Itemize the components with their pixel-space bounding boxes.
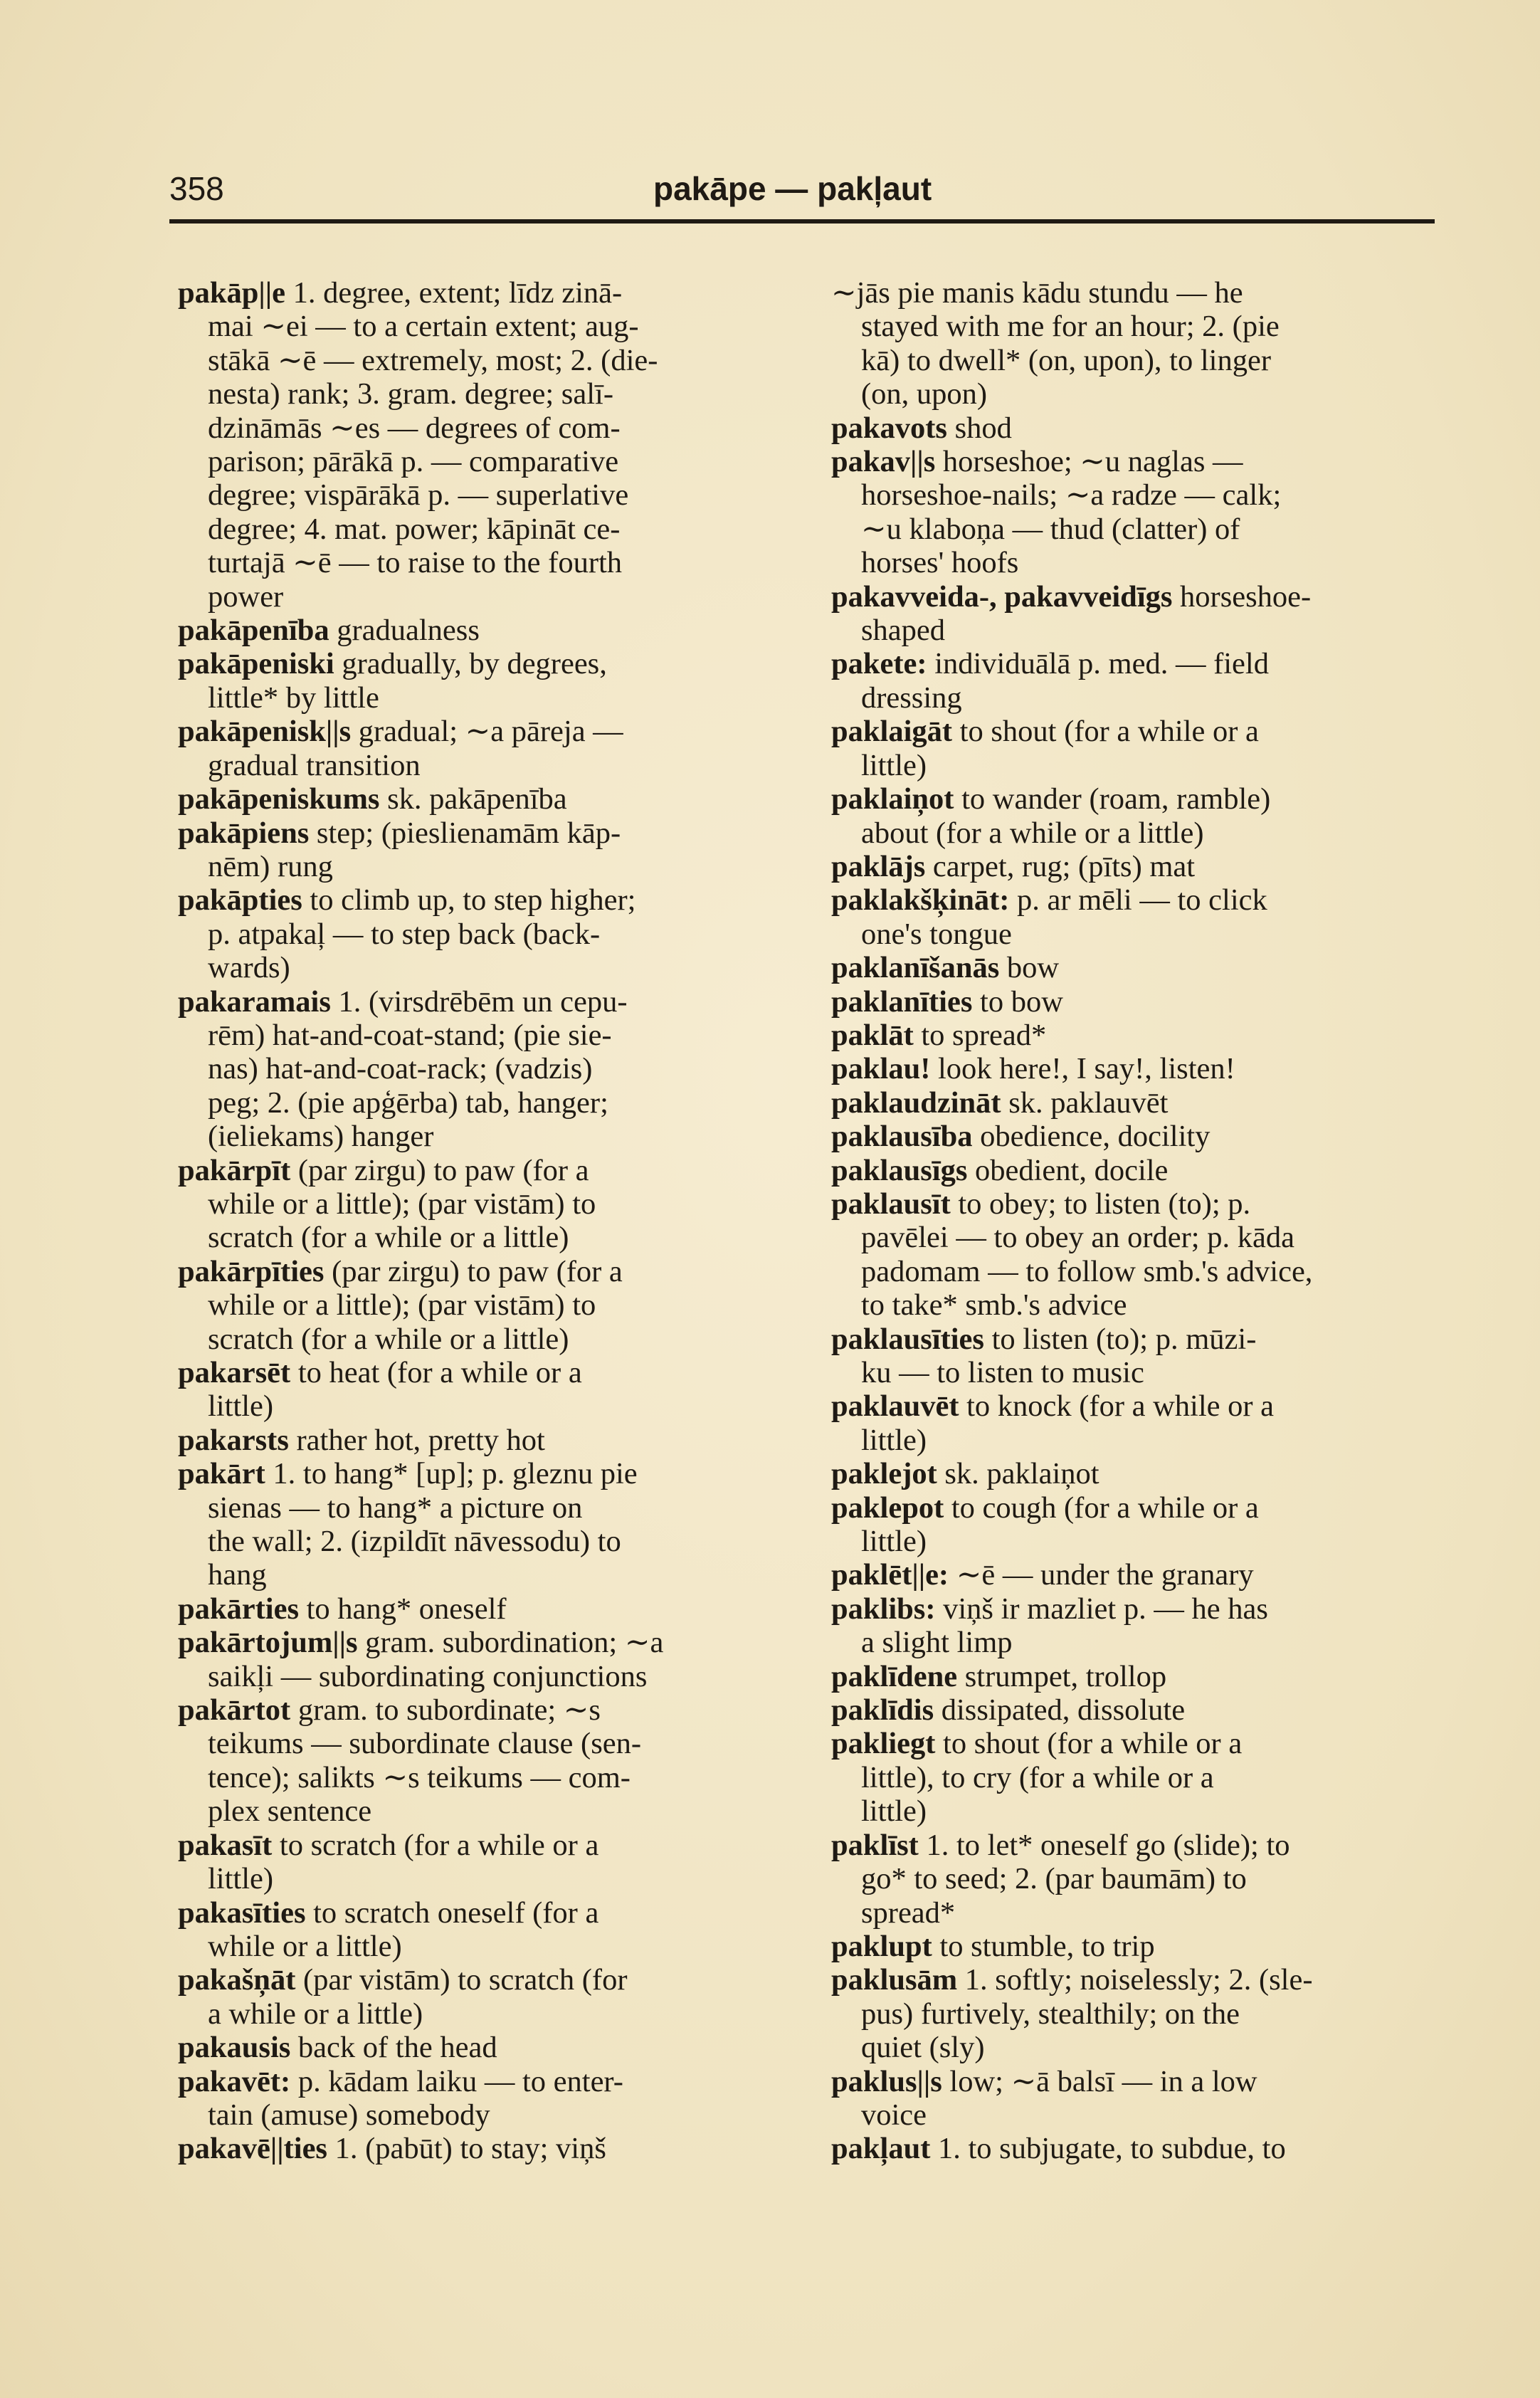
entry-headword: paklausīgs <box>831 1153 968 1187</box>
entry-headword: pakārpīt <box>178 1153 291 1187</box>
dictionary-entry <box>831 1389 1447 1457</box>
entry-headword: paklusām <box>831 1963 958 1997</box>
entry-definition: to bow <box>972 984 1063 1019</box>
entry-headword: pakāpeniski <box>178 647 334 681</box>
dictionary-entry <box>831 276 1447 411</box>
entry-definition: obedient, docile <box>967 1153 1169 1187</box>
entry-definition: 1. (pabūt) to stay; viņš <box>327 2132 606 2166</box>
dictionary-entry <box>178 715 790 782</box>
dictionary-entry <box>178 1829 790 1896</box>
dictionary-entry <box>178 1255 790 1356</box>
entry-definition: to cough (for a while or a little) <box>861 1490 1259 1559</box>
entry-headword: pakāpiens <box>178 816 310 850</box>
entry-headword: paklakšķināt: <box>831 883 1010 917</box>
dictionary-entry <box>831 1086 1447 1120</box>
entry-definition: (par vistām) to scratch (for a while or a little) <box>208 1963 628 2031</box>
entry-definition: gradualness <box>329 614 480 648</box>
entry-definition: to scratch (for a while or a little) <box>208 1828 599 1896</box>
entry-headword: pakav||s <box>831 445 936 479</box>
dictionary-entry <box>831 1592 1447 1660</box>
entry-headword: pakārt <box>178 1457 265 1491</box>
entry-definition: ∼jās pie manis kādu stundu — he stayed with me for an hour; 2. (pie kā) to dwell* (on, upon), to linger (on, upon) <box>831 276 1280 411</box>
dictionary-entry <box>178 1626 790 1693</box>
entry-definition: low; ∼ā balsī — in a low voice <box>861 2064 1257 2132</box>
entry-definition: back of the head <box>290 2031 497 2065</box>
dictionary-entry <box>178 816 790 884</box>
entry-definition: to shout (for a while or a little), to cry (for a while or a little) <box>861 1727 1243 1829</box>
entry-headword: paklāt <box>831 1018 914 1052</box>
entry-headword: pakasīt <box>178 1828 273 1862</box>
running-head: pakāpe — pakļaut <box>653 170 932 207</box>
entry-definition: to shout (for a while or a little) <box>861 715 1259 782</box>
entry-headword: pakavēt: <box>178 2064 291 2098</box>
dictionary-entry <box>831 1558 1447 1592</box>
dictionary-entry <box>178 985 790 1154</box>
entry-definition: sk. paklaiņot <box>937 1457 1099 1491</box>
dictionary-entry <box>831 1491 1447 1559</box>
entry-definition: (par zirgu) to paw (for a while or a little); (par vistām) to scratch (for a while or a little) <box>208 1254 623 1356</box>
entry-headword: pakāp||e <box>178 276 285 310</box>
entry-headword: paklauvēt <box>831 1389 959 1424</box>
entry-headword: pakavē||ties <box>178 2132 327 2166</box>
entry-definition: horseshoe; ∼u naglas — horseshoe-nails; ∼a radze — calk; ∼u klaboņa — thud (clatter) of horses' hoofs <box>861 445 1282 580</box>
entry-definition: to knock (for a while or a little) <box>861 1389 1275 1457</box>
entry-definition: to obey; to listen (to); p. pavēlei — to obey an order; p. kāda padomam — to follow smb.'s advice, to take* smb.'s advice <box>861 1187 1313 1322</box>
dictionary-entry <box>831 2065 1447 2133</box>
dictionary-entry <box>831 782 1447 850</box>
entry-headword: pakaramais <box>178 984 331 1019</box>
entry-definition: horseshoe- shaped <box>861 579 1312 648</box>
entry-headword: pakārpīties <box>178 1254 325 1288</box>
dictionary-entry <box>178 1963 790 2031</box>
dictionary-entry <box>178 782 790 816</box>
entry-headword: pakarsēt <box>178 1356 291 1389</box>
entry-definition: gradually, by degrees, little* by little <box>208 647 607 715</box>
dictionary-entry <box>831 1930 1447 1963</box>
dictionary-entry <box>178 883 790 984</box>
dictionary-entry <box>178 1592 790 1626</box>
entry-definition: 1. to subjugate, to subdue, to <box>930 2132 1286 2166</box>
dictionary-entry <box>178 1424 790 1457</box>
entry-headword: pakāpeniskums <box>178 782 380 816</box>
entry-headword: paklupt <box>831 1929 932 1963</box>
entry-headword: pakļaut <box>831 2132 931 2166</box>
dictionary-entry <box>831 1120 1447 1153</box>
entry-definition: 1. (virsdrēbēm un cepu- rēm) hat-and-coat-stand; (pie sie- nas) hat-and-coat-rack; (vadzis) peg; 2. (pie apģērba) tab, hanger; (ieliekams) hanger <box>208 984 628 1154</box>
dictionary-entry <box>831 1660 1447 1693</box>
entry-headword: pakavveida-, pakavveidīgs <box>831 579 1173 614</box>
entry-definition: p. ar mēli — to click one's tongue <box>861 883 1267 951</box>
entry-definition: obedience, docility <box>972 1120 1211 1154</box>
entry-definition: gram. subordination; ∼a saikļi — subordinating conjunctions <box>208 1626 664 1693</box>
entry-headword: paklēt||e: <box>831 1558 949 1592</box>
entry-definition: rather hot, pretty hot <box>288 1423 545 1457</box>
dictionary-entry <box>831 951 1447 984</box>
entry-headword: paklepot <box>831 1490 944 1525</box>
entry-definition: ∼ē — under the granary <box>949 1558 1254 1592</box>
dictionary-entry <box>831 850 1447 883</box>
dictionary-entry <box>831 1693 1447 1727</box>
entry-definition: gradual; ∼a pāreja — gradual transition <box>208 715 623 782</box>
entry-definition: 1. softly; noiselessly; 2. (sle- pus) furtively, stealthily; on the quiet (sly) <box>861 1963 1313 2065</box>
entry-definition: step; (pieslienamām kāp- nēm) rung <box>208 816 621 883</box>
entry-headword: paklājs <box>831 849 926 883</box>
entry-headword: paklanīties <box>831 984 973 1019</box>
entry-headword: paklibs: <box>831 1592 936 1626</box>
entry-headword: pakāpties <box>178 883 302 917</box>
right-column <box>831 276 1447 2166</box>
entry-headword: pakašņāt <box>178 1963 296 1997</box>
entry-definition: sk. pakāpenība <box>379 782 567 816</box>
dictionary-entry <box>178 2065 790 2133</box>
entry-definition: to spread* <box>913 1018 1047 1052</box>
entry-headword: pakasīties <box>178 1895 306 1930</box>
entry-headword: pakete: <box>831 647 927 681</box>
dictionary-entry <box>831 580 1447 648</box>
entry-definition: sk. paklauvēt <box>1001 1085 1169 1120</box>
entry-headword: paklaigāt <box>831 715 953 749</box>
entry-definition: (par zirgu) to paw (for a while or a little); (par vistām) to scratch (for a while or a little) <box>208 1153 596 1255</box>
entry-definition: gram. to subordinate; ∼s teikums — subordinate clause (sen- tence); salikts ∼s teikums — com- plex sentence <box>208 1693 642 1829</box>
entry-definition: bow <box>999 951 1060 985</box>
dictionary-entry <box>178 1154 790 1255</box>
entry-definition: to listen (to); p. mūzi- ku — to listen to music <box>861 1322 1257 1389</box>
dictionary-entry <box>831 1457 1447 1490</box>
entry-headword: paklausīt <box>831 1187 951 1221</box>
dictionary-entry <box>831 647 1447 715</box>
entry-headword: pakārtojum||s <box>178 1626 358 1660</box>
dictionary-entry <box>831 411 1447 445</box>
dictionary-entry <box>831 1019 1447 1052</box>
header-rule <box>169 219 1435 224</box>
entry-headword: paklausīties <box>831 1322 984 1356</box>
entry-definition: look here!, I say!, listen! <box>930 1052 1235 1086</box>
dictionary-entry <box>831 1727 1447 1828</box>
entry-headword: paklīdene <box>831 1659 958 1693</box>
entry-headword: paklaiņot <box>831 782 954 816</box>
dictionary-entry <box>178 1693 790 1829</box>
dictionary-entry <box>831 1963 1447 2064</box>
entry-definition: individuālā p. med. — field dressing <box>861 647 1269 715</box>
entry-headword: paklau! <box>831 1052 931 1086</box>
entry-headword: pakavots <box>831 411 947 445</box>
entry-headword: pakliegt <box>831 1727 936 1761</box>
dictionary-entry <box>831 715 1447 782</box>
entry-definition: 1. to hang* [up]; p. gleznu pie sienas — to hang* a picture on the wall; 2. (izpildīt nāvessodu) to hang <box>208 1457 638 1592</box>
entry-definition: carpet, rug; (pīts) mat <box>925 849 1196 883</box>
entry-headword: paklausība <box>831 1120 973 1154</box>
dictionary-entry <box>831 1052 1447 1085</box>
entry-headword: paklaudzināt <box>831 1085 1001 1120</box>
entry-headword: paklus||s <box>831 2064 942 2098</box>
entry-definition: to climb up, to step higher; p. atpakaļ — to step back (back- wards) <box>208 883 636 985</box>
dictionary-entry <box>831 985 1447 1019</box>
dictionary-entry <box>831 445 1447 580</box>
entry-definition: 1. to let* oneself go (slide); to go* to seed; 2. (par baumām) to spread* <box>861 1828 1290 1930</box>
entry-headword: pakārties <box>178 1592 299 1626</box>
dictionary-entry <box>831 1187 1447 1322</box>
dictionary-entry <box>831 883 1447 951</box>
entry-definition: 1. degree, extent; līdz zinā- mai ∼ei — to a certain extent; aug- stākā ∼ē — extremely, most; 2. (die- nesta) rank; 3. gram. degree; salī- dzināmās ∼es — degrees of com- parison; pārākā p. — comparative degree; vispārākā p. — superlative degree; 4. mat. power; kāpināt ce- turtajā ∼ē — to raise to the fourth power <box>208 276 658 614</box>
dictionary-entry <box>831 1322 1447 1390</box>
entry-headword: paklanīšanās <box>831 951 1000 985</box>
entry-definition: to wander (roam, ramble) about (for a while or a little) <box>861 782 1271 850</box>
dictionary-entry <box>178 276 790 614</box>
entry-headword: paklejot <box>831 1457 937 1491</box>
entry-definition: to stumble, to trip <box>932 1929 1155 1963</box>
dictionary-entry <box>831 2132 1447 2165</box>
entry-definition: dissipated, dissolute <box>934 1693 1186 1727</box>
dictionary-entry <box>178 2031 790 2064</box>
left-column <box>178 276 790 2166</box>
entry-headword: pakāpenisk||s <box>178 715 352 749</box>
dictionary-entry <box>178 1356 790 1424</box>
entry-definition: viņš ir mazliet p. — he has a slight limp <box>861 1592 1268 1660</box>
entry-headword: pakausis <box>178 2031 291 2065</box>
dictionary-entry <box>178 614 790 647</box>
page-number: 358 <box>169 170 224 207</box>
entry-headword: paklīdis <box>831 1693 934 1727</box>
entry-definition: shod <box>946 411 1012 445</box>
entry-definition: to hang* oneself <box>299 1592 507 1626</box>
dictionary-entry <box>831 1154 1447 1187</box>
entry-headword: pakarsts <box>178 1423 289 1457</box>
dictionary-entry <box>178 647 790 715</box>
entry-definition: p. kādam laiku — to enter- tain (amuse) somebody <box>208 2064 623 2132</box>
dictionary-entry <box>178 1457 790 1592</box>
entry-headword: paklīst <box>831 1828 919 1862</box>
dictionary-entry <box>178 2132 790 2165</box>
entry-headword: pakāpenība <box>178 614 329 648</box>
dictionary-entry <box>831 1829 1447 1930</box>
entry-definition: to heat (for a while or a little) <box>208 1356 582 1424</box>
page-header <box>169 169 1450 219</box>
entry-definition: strumpet, trollop <box>957 1659 1167 1693</box>
entry-headword: pakārtot <box>178 1693 291 1727</box>
dictionary-entry <box>178 1896 790 1964</box>
entry-definition: to scratch oneself (for a while or a little) <box>208 1895 599 1963</box>
